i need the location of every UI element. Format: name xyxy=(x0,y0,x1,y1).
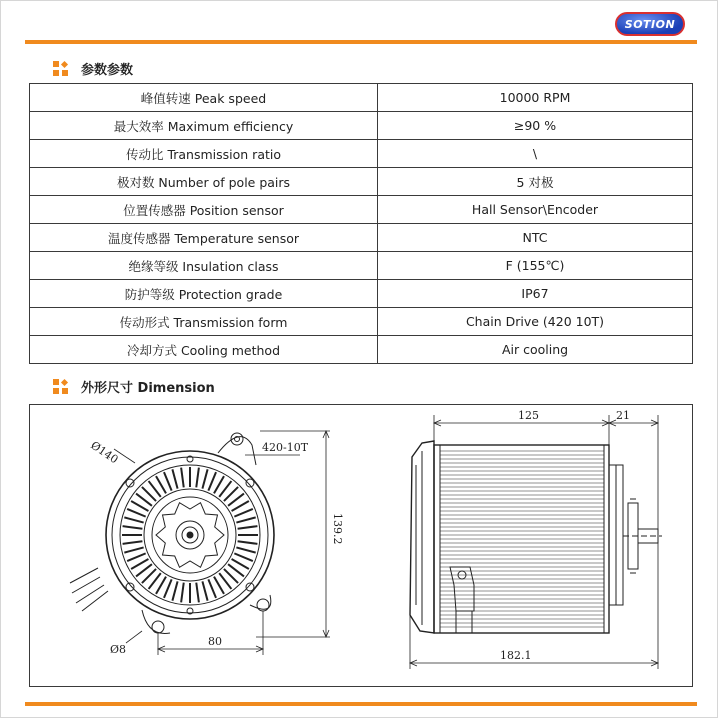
spec-value: F (155℃) xyxy=(378,252,693,280)
spec-label: 极对数 Number of pole pairs xyxy=(30,168,378,196)
section-squares-icon xyxy=(53,379,69,395)
spec-value: NTC xyxy=(378,224,693,252)
spec-row xyxy=(30,168,693,196)
spec-row xyxy=(30,140,693,168)
top-divider xyxy=(25,40,697,44)
spec-row xyxy=(30,224,693,252)
spec-row xyxy=(30,84,693,112)
spec-label: 位置传感器 Position sensor xyxy=(30,196,378,224)
spec-value: Air cooling xyxy=(378,336,693,364)
dimension-section-title: 外形尺寸 Dimension xyxy=(81,381,215,396)
dim-total-length: 182.1 xyxy=(500,649,532,662)
spec-value: Hall Sensor\Encoder xyxy=(378,196,693,224)
side-view-dimensions xyxy=(410,415,658,669)
spec-label: 传动比 Transmission ratio xyxy=(30,140,378,168)
dim-body-length: 125 xyxy=(518,409,539,422)
spec-value: ≥90 % xyxy=(378,112,693,140)
spec-value: 10000 RPM xyxy=(378,84,693,112)
dim-height: 139.2 xyxy=(331,513,344,545)
spec-label: 峰值转速 Peak speed xyxy=(30,84,378,112)
spec-value: \ xyxy=(378,140,693,168)
spec-label: 冷却方式 Cooling method xyxy=(30,336,378,364)
dim-sprocket: 420-10T xyxy=(262,441,309,454)
specs-section-header xyxy=(53,59,133,78)
dimension-section-header xyxy=(53,377,215,396)
bottom-divider xyxy=(25,702,697,706)
side-view xyxy=(410,441,662,633)
spec-value: IP67 xyxy=(378,280,693,308)
spec-row xyxy=(30,252,693,280)
dim-hole: Ø8 xyxy=(110,643,127,656)
spec-row xyxy=(30,196,693,224)
spec-row xyxy=(30,280,693,308)
spec-label: 最大效率 Maximum efficiency xyxy=(30,112,378,140)
section-squares-icon xyxy=(53,61,69,77)
spec-value: Chain Drive (420 10T) xyxy=(378,308,693,336)
front-view xyxy=(70,433,274,634)
spec-label: 温度传感器 Temperature sensor xyxy=(30,224,378,252)
spec-label: 传动形式 Transmission form xyxy=(30,308,378,336)
brand-logo-text: SOTION xyxy=(624,17,676,31)
spec-label: 绝缘等级 Insulation class xyxy=(30,252,378,280)
specs-section-title: 参数参数 xyxy=(81,63,134,78)
spec-row xyxy=(30,336,693,364)
dim-diameter: Ø140 xyxy=(88,438,121,467)
spec-label: 防护等级 Protection grade xyxy=(30,280,378,308)
brand-logo xyxy=(615,12,685,36)
spec-row xyxy=(30,112,693,140)
spec-row xyxy=(30,308,693,336)
dim-hole-spacing: 80 xyxy=(208,635,222,648)
dim-shaft-length: 21 xyxy=(616,409,630,422)
dimension-drawing-svg xyxy=(30,405,693,687)
specs-table xyxy=(29,83,693,364)
spec-value: 5 对极 xyxy=(378,168,693,196)
dimension-drawing xyxy=(29,404,693,687)
